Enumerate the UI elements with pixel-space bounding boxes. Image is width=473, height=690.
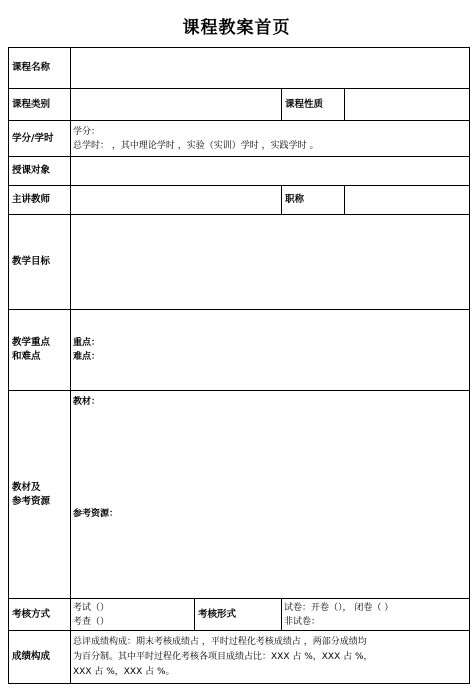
row-course-name xyxy=(9,48,470,89)
materials-label xyxy=(9,391,71,599)
row-audience xyxy=(9,157,470,186)
course-name-label: 课程名称 xyxy=(9,48,71,89)
grade-line-2: 为百分制。其中平时过程化考核各项目成绩占比：XXX 占 %，XXX 占 %， xyxy=(73,651,373,662)
textbook-line: 教材： xyxy=(73,397,101,407)
materials-label-line2: 参考资源 xyxy=(12,495,51,507)
row-key-points xyxy=(9,310,470,391)
paper-exam-line: 试卷：开卷（）， 闭卷（ ） xyxy=(284,602,394,613)
credits-hours-field[interactable] xyxy=(71,121,470,157)
hours-line: 总学时： ，其中理论学时 ，实验（实训）学时 ，实践学时 。 xyxy=(73,140,319,151)
non-paper-line: 非试卷： xyxy=(284,616,321,627)
credits-hours-label: 学分/学时 xyxy=(9,121,71,157)
grade-line-1: 总评成绩构成：期末考核成绩占 ，平时过程化考核成绩占 ，两部分成绩均 xyxy=(73,636,367,647)
course-category-field[interactable] xyxy=(71,89,282,121)
grade-label: 成绩构成 xyxy=(9,631,71,684)
course-nature-field[interactable] xyxy=(345,89,470,121)
row-objectives xyxy=(9,215,470,310)
title-rank-field[interactable] xyxy=(345,186,470,215)
row-instructor xyxy=(9,186,470,215)
row-assessment xyxy=(9,599,470,631)
difficult-points-line: 难点： xyxy=(73,352,101,362)
key-points-line: 重点： xyxy=(73,338,101,348)
assessment-options[interactable] xyxy=(71,599,195,631)
key-points-label xyxy=(9,310,71,391)
assessment-label: 考核方式 xyxy=(9,599,71,631)
objectives-field[interactable] xyxy=(71,215,470,310)
row-grade xyxy=(9,631,470,684)
objectives-label: 教学目标 xyxy=(9,215,71,310)
course-name-field[interactable] xyxy=(71,48,470,89)
reference-line: 参考资源： xyxy=(73,509,119,519)
syllabus-table xyxy=(8,47,470,684)
course-category-label: 课程类别 xyxy=(9,89,71,121)
key-points-field[interactable] xyxy=(71,310,470,391)
instructor-label: 主讲教师 xyxy=(9,186,71,215)
course-nature-label: 课程性质 xyxy=(282,89,345,121)
assessment-form-field[interactable] xyxy=(282,599,470,631)
grade-line-3: XXX 占 %，XXX 占 %。 xyxy=(73,666,175,677)
row-course-category xyxy=(9,89,470,121)
row-credits-hours xyxy=(9,121,470,157)
instructor-field[interactable] xyxy=(71,186,282,215)
audience-field[interactable] xyxy=(71,157,470,186)
materials-label-line1: 教材及 xyxy=(12,481,41,493)
key-points-label-line1: 教学重点 xyxy=(12,337,51,348)
key-points-label-line2: 和难点 xyxy=(12,351,41,362)
credits-line: 学分： xyxy=(73,126,101,137)
materials-field[interactable] xyxy=(71,391,470,599)
grade-field[interactable] xyxy=(71,631,470,684)
audience-label: 授课对象 xyxy=(9,157,71,186)
materials-gap xyxy=(73,409,467,507)
check-option: 考查（） xyxy=(73,616,110,627)
title-rank-label: 职称 xyxy=(282,186,345,215)
page-title: 课程教案首页 xyxy=(182,18,291,38)
assessment-form-label: 考核形式 xyxy=(195,599,282,631)
exam-option: 考试（） xyxy=(73,602,110,613)
row-materials xyxy=(9,391,470,599)
